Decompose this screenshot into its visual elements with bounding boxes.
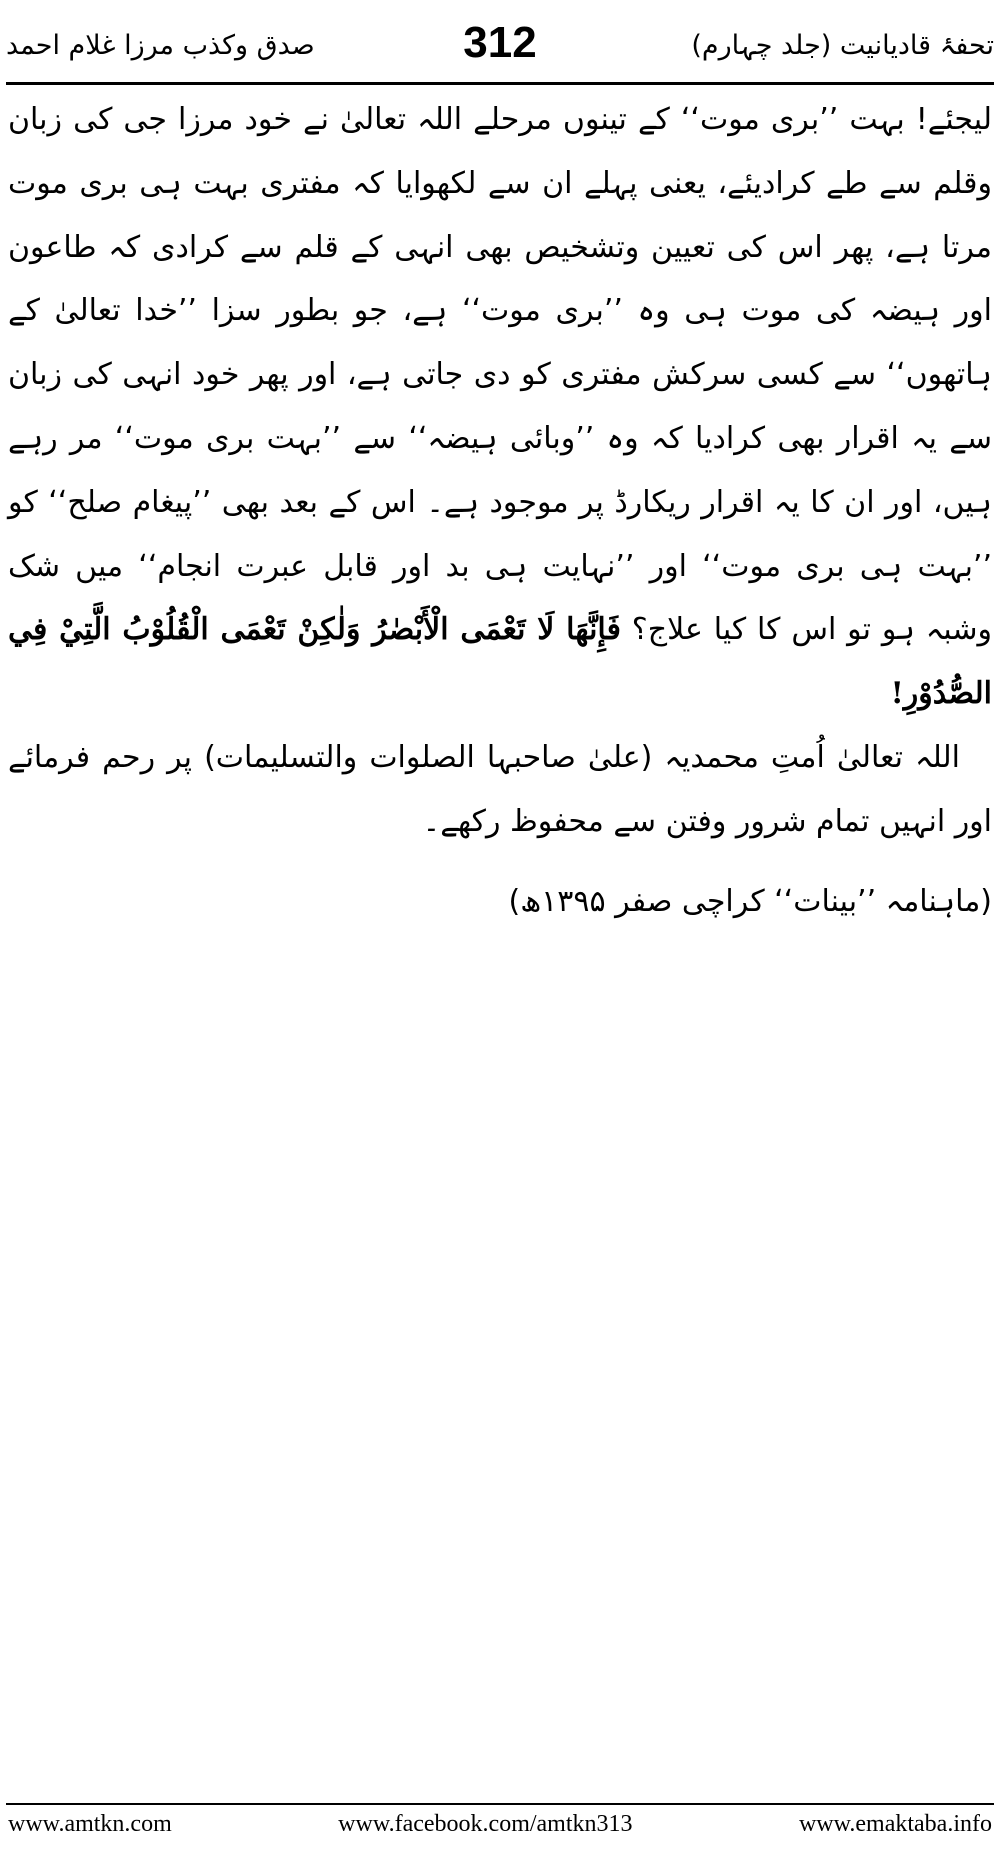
page-footer (8, 1811, 992, 1838)
chapter-title: صدق وکذب مرزا غلام احمد (6, 30, 315, 61)
source-citation: (ماہنامہ ’’بینات‘‘ کراچی صفر ۱۳۹۵ھ) (508, 883, 992, 919)
quran-verse: فَإِنَّهَا لَا تَعْمَى الْأَبْصٰرُ وَلٰكِنْ تَعْمَى الْقُلُوْبُ الَّتِيْ فِي الصُّدُوْرِ! (8, 612, 992, 712)
book-title: تحفۂ قادیانیت (جلد چہارم) (691, 30, 994, 61)
page-header (6, 18, 994, 76)
footer-divider (6, 1803, 994, 1805)
page-number: 312 (463, 18, 537, 67)
page-body (8, 88, 992, 933)
body-paragraph (8, 88, 992, 726)
paragraph-text: لیجئے! بہت ’’بری موت‘‘ کے تینوں مرحلے اللہ تعالیٰ نے خود مرزا جی کی زبان وقلم سے طے کرادیئے، یعنی پہلے ان سے لکھوایا کہ مفتری بہت ہی بری موت مرتا ہے، پھر اس کی تعیین وتشخیص بھی انہی کے قلم سے کرادی کہ طاعون اور ہیضہ کی موت ہی وہ ’’بری موت‘‘ ہے، جو بطور سزا ’’خدا تعالیٰ کے ہاتھوں‘‘ سے کسی سرکش مفتری کو دی جاتی ہے، اور پھر خود انہی کی زبان سے یہ اقرار بھی کرادیا کہ وہ ’’وبائی ہیضہ‘‘ سے ’’بہت بری موت‘‘ مر رہے ہیں، اور ان کا یہ اقرار ریکارڈ پر موجود ہے۔ اس کے بعد بھی ’’پیغام صلح‘‘ کو ’’بہت ہی بری موت‘‘ اور ’’نہایت ہی بد اور قابل عبرت انجام‘‘ میں شک وشبہ ہو تو اس کا کیا علاج؟ (8, 102, 993, 648)
header-divider (6, 82, 994, 85)
closing-paragraph: اللہ تعالیٰ اُمتِ محمدیہ (علیٰ صاحبہا الصلوات والتسلیمات) پر رحم فرمائے اور انہیں تمام شرور وفتن سے محفوظ رکھے۔ (8, 739, 992, 839)
footer-link-emaktaba[interactable]: www.emaktaba.info (798, 1811, 992, 1837)
footer-link-facebook[interactable]: www.facebook.com/amtkn313 (338, 1811, 633, 1837)
footer-link-amtkn[interactable]: www.amtkn.com (8, 1811, 172, 1837)
